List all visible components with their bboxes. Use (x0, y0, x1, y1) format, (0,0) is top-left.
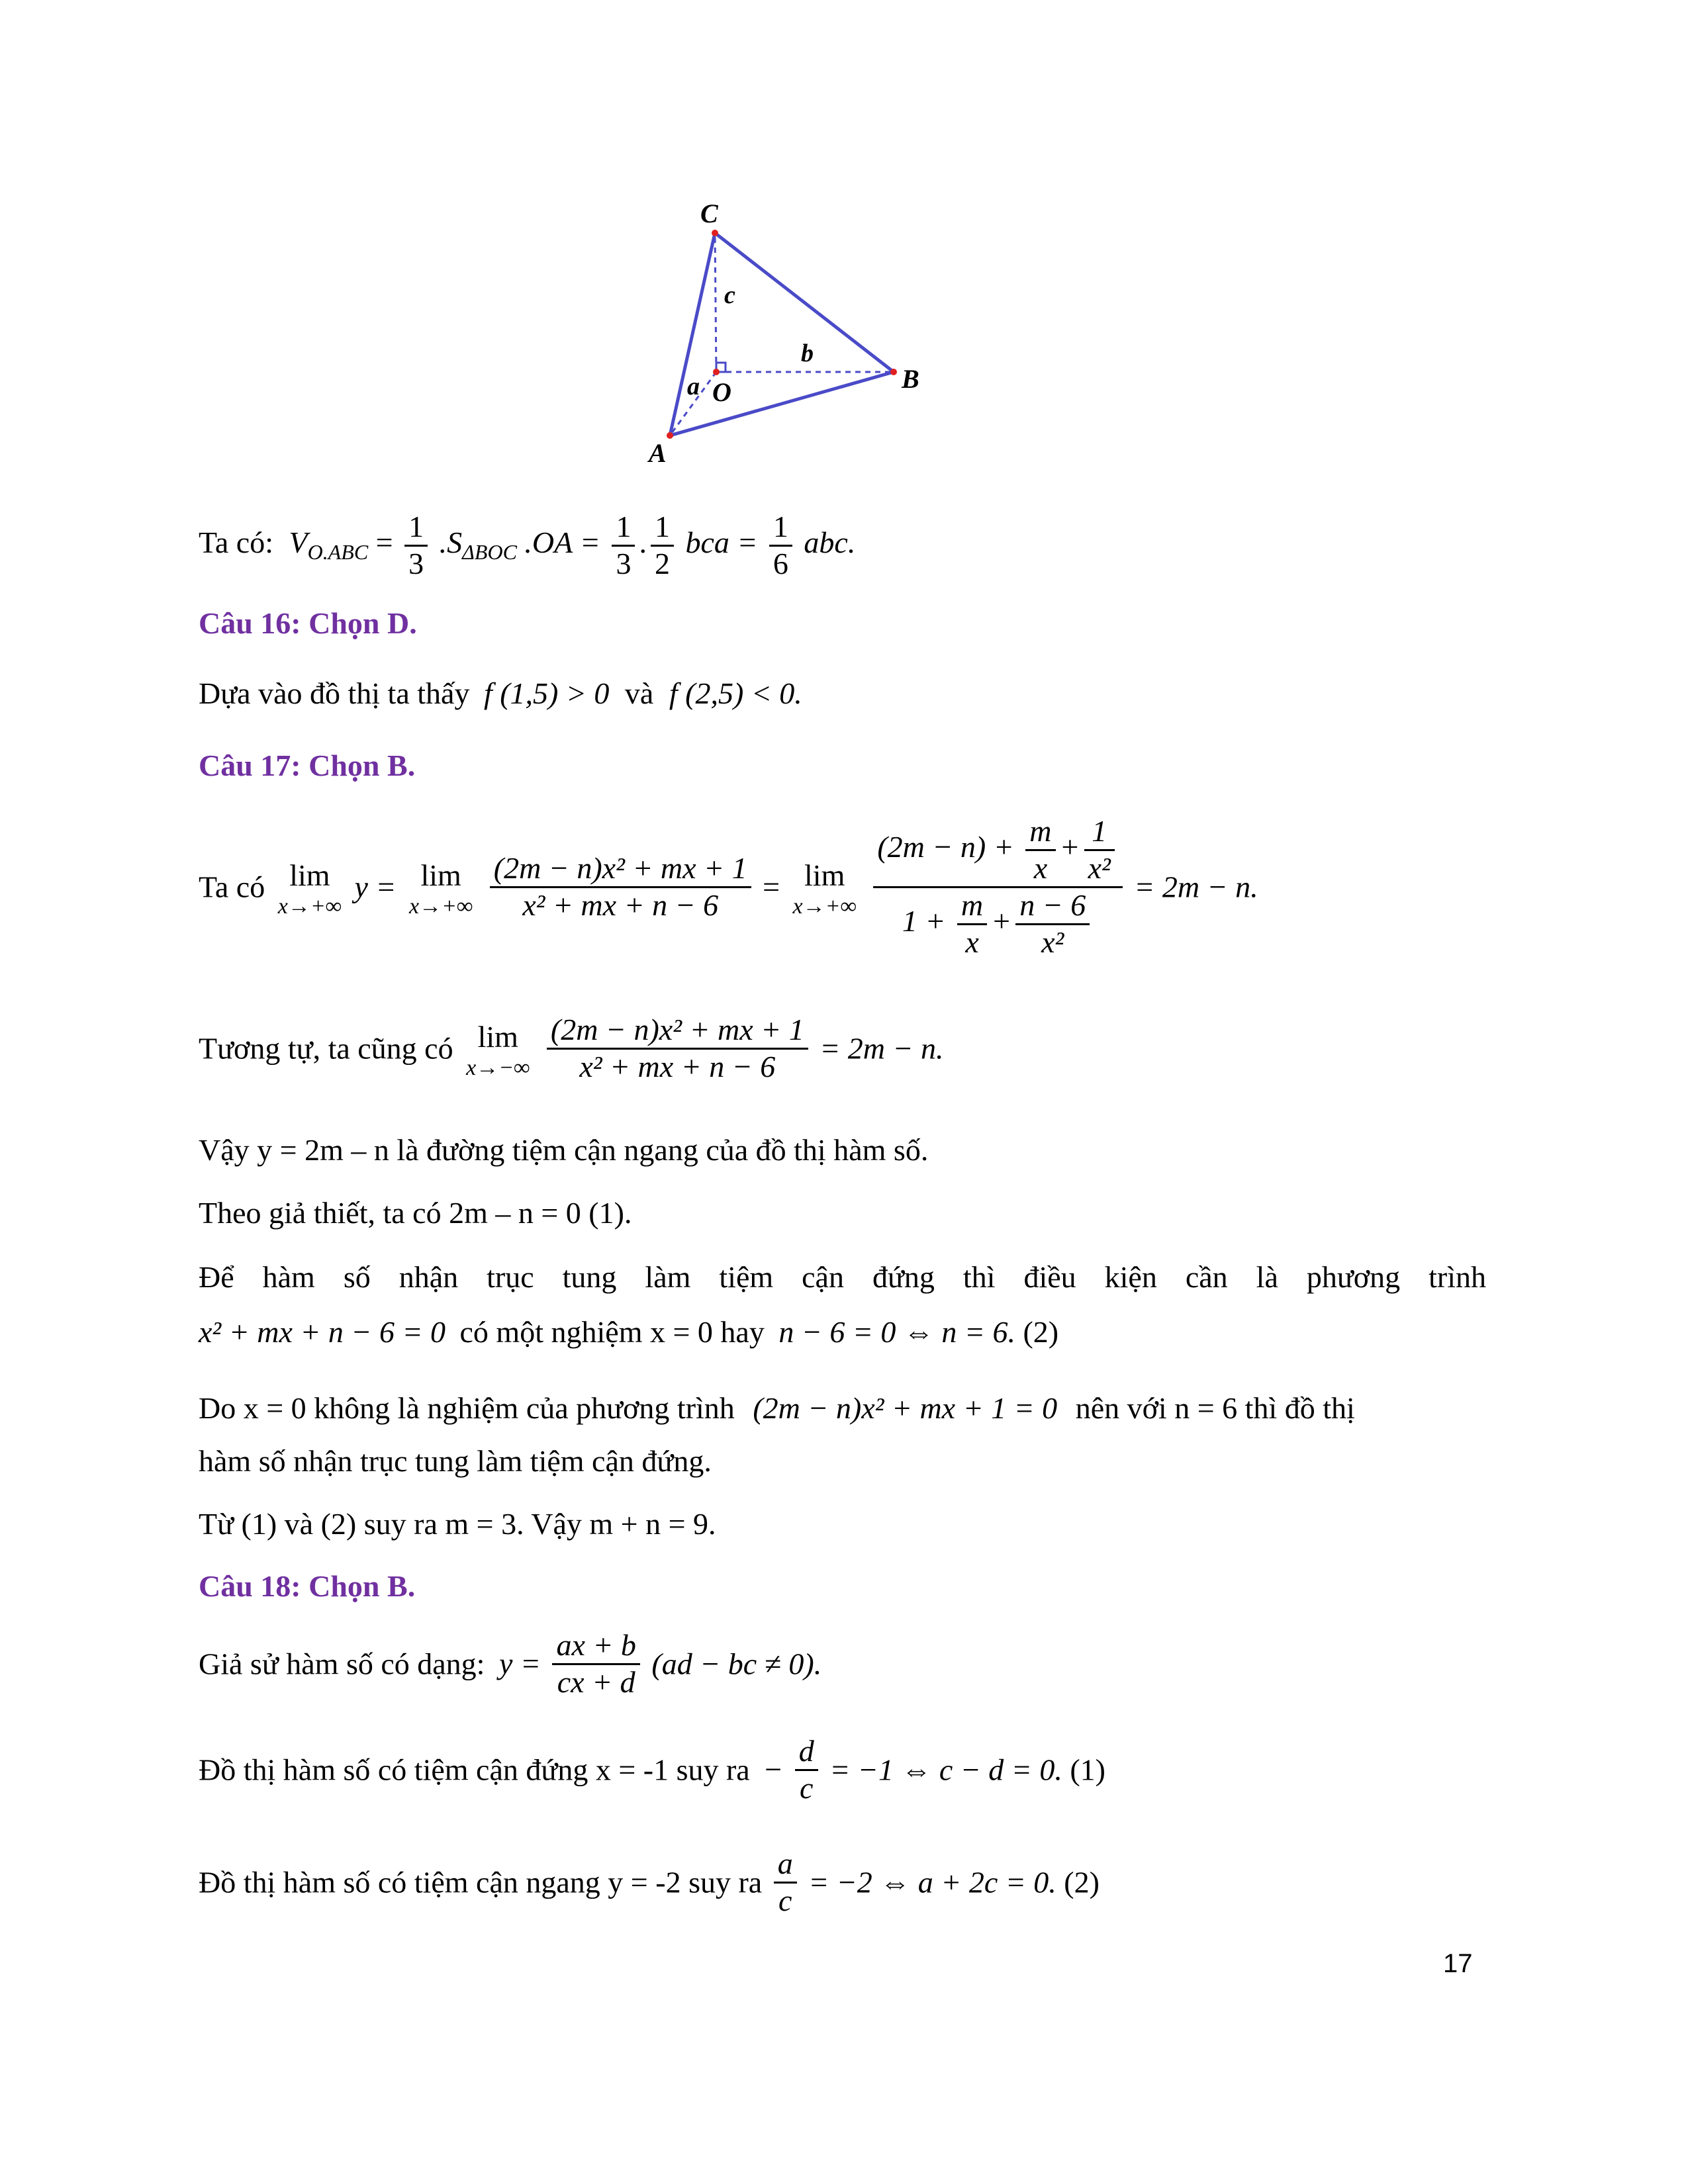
point-a (667, 432, 673, 439)
tetrahedron-figure (635, 199, 953, 477)
vertical-asymptote-line: Đồ thị hàm số có tiệm cận đứng x = -1 suy ra − $\frac{d}{c}$ = −1 ⇔ c − d = 0. (1) (199, 1734, 1105, 1805)
non-root-line: Do x = 0 không là nghiệm của phương trình (2m − n)x² + mx + 1 = 0 nên với n = 6 thì đồ thị (199, 1391, 1355, 1425)
horizontal-asymptote-line: Đồ thị hàm số có tiệm cận ngang y = -2 suy ra $\frac{a}{c}$ = −2 ⇔ a + 2c = 0. (2) (199, 1846, 1100, 1917)
label-a-vertex: A (649, 438, 667, 468)
question-17-heading: Câu 17: Chọn B. (199, 749, 416, 782)
asymptote-conclusion: Vậy y = 2m – n là đường tiệm cận ngang của đồ thị hàm số. (199, 1133, 929, 1167)
label-edge-b: b (801, 340, 814, 367)
function-form-line: Giả sử hàm số có dạng: y = $\frac{ax + b}{cx + d}$ (ad − bc ≠ 0). (199, 1628, 822, 1699)
limit-plus-infinity-line: Ta có lim x→+∞ y = lim x→+∞ $\frac{\text{(2m − n)x² + mx + 1}}{\text{x² + mx + n − 6}}$ = lim x→+∞ (2m − n) + $\frac{m}{x}$ + $\frac{1}{\text{x²}}$ 1 + $\frac{m}{x}$ + $\frac{n - 6}{\text{x²}}$ = 2m − n. (199, 814, 1258, 959)
page-number: 17 (1443, 1949, 1473, 1978)
volume-formula-line: Ta có: $V_{O.ABC}$ = $\frac{1}{3}$ $.S_{\Delta BOC}$ .OA = $\frac{1}{3}$ . $\frac{1}{2}$ bca = $\frac{1}{6}$ abc. (199, 510, 856, 580)
point-b (890, 369, 897, 375)
limit-minus-infinity-line: Tương tự, ta cũng có lim x→−∞ $\frac{\text{(2m − n)x² + mx + 1}}{\text{x² + mx + n − 6}}$ = 2m − n. (199, 1013, 944, 1083)
point-c (712, 230, 718, 236)
vertical-asymptote-condition: Để hàm số nhận trục tung làm tiệm cận đứng thì điều kiện cần là phương trình (199, 1260, 1486, 1294)
label-edge-a: a (687, 373, 700, 400)
edge-oc (715, 233, 716, 372)
assumption-line: Theo giả thiết, ta có 2m – n = 0 (1). (199, 1196, 632, 1230)
question-16-text: Dựa vào đồ thị ta thấy f (1,5) > 0 và f (2,5) < 0. (199, 676, 802, 710)
edge-ab (670, 372, 894, 435)
label-c-vertex: C (700, 199, 718, 228)
question-16-heading: Câu 16: Chọn D. (199, 606, 417, 640)
label-edge-c: c (724, 281, 735, 309)
vertical-asymptote-result: hàm số nhận trục tung làm tiệm cận đứng. (199, 1444, 712, 1478)
equation-root-line: x² + mx + n − 6 = 0 có một nghiệm x = 0 hay n − 6 = 0 ⇔ n = 6. (2) (199, 1315, 1059, 1349)
label-b-vertex: B (902, 364, 919, 394)
question-18-heading: Câu 18: Chọn B. (199, 1569, 416, 1603)
point-o (713, 369, 720, 375)
final-answer-line: Từ (1) và (2) suy ra m = 3. Vậy m + n = 9. (199, 1507, 716, 1541)
label-o-vertex: O (712, 377, 731, 407)
